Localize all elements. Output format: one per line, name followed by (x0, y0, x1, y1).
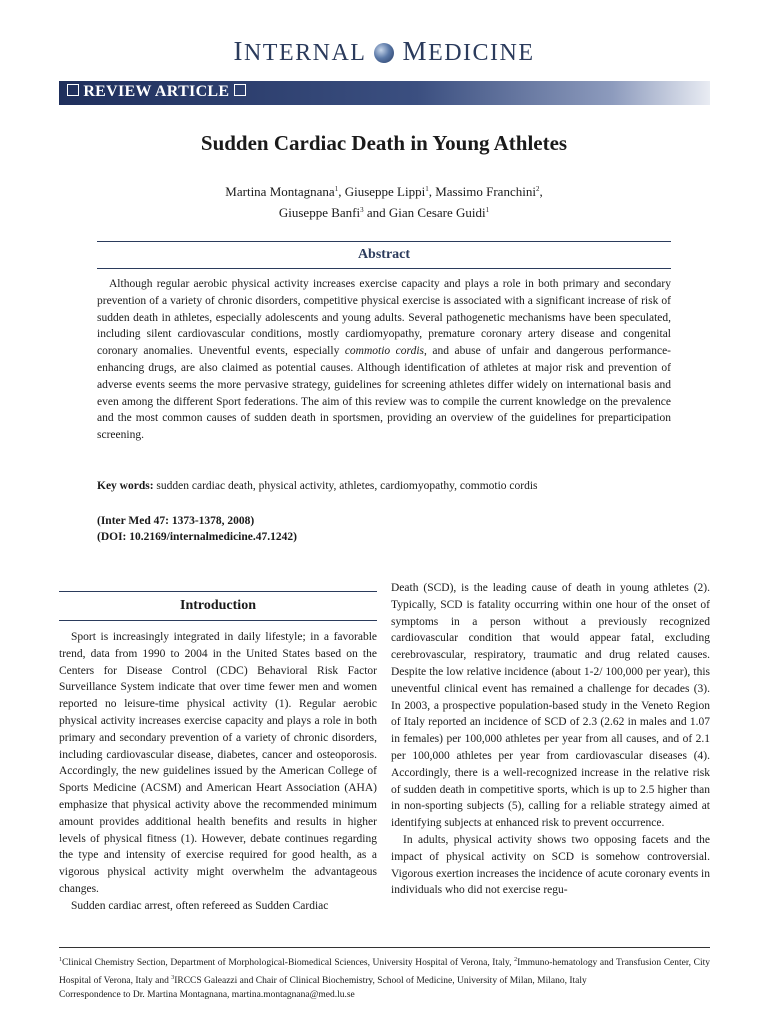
author-name: Giuseppe Banfi (278, 205, 361, 220)
paragraph-continuation: Death (SCD), is the leading cause of death in young athletes (2). Typically, SCD is fatality occurring within one hour of the onset of symptoms in a person without a previously recognized cardiovascular condition that would appear fatal, excluding cerebrovascular, respiratory, traumatic and drug related causes. Despite the low relative incidence (about 1-2/ 100,000 per year), this uneventful clinical event has remained a challenge for decades (3). In 2003, a prospective population-based study in the Veneto Region of Italy reported an incidence of SCD of 2.3 (2.62 in males and 1.07 in females) per 100,000 athletes per year from all causes, and of 2.1 per 100,000 athletes per year from cardiovascular diseases (4). Accordingly, there is a well-recognized increase in the relative risk of sudden death in competitive sports, which is up to 2.5 higher than in non-sporting subjects (5), calling for a reliable strategy aimed at identifying subjects at enhanced risk to prevent occurrence. (391, 582, 710, 830)
journal-globe-logo-icon (374, 43, 394, 63)
abstract-text-part-1: Although regular aerobic physical activity increases exercise capacity and plays a role in both primary and secondary prevention of a variety of chronic disorders, competitive physical exercise is associated with a significant increase of risk of sudden death in athletes, especially adolescents and young adults. Several pathogenetic mechanisms have been speculated, including silent cardiovascular conditions, mostly cardiomyopathy, premature coronary artery disease and congenital coronary anomalies. Uneventful events, especially (97, 278, 671, 358)
right-column (391, 580, 710, 899)
journal-name-initial-1: I (233, 36, 244, 66)
square-bullet-icon (234, 84, 246, 96)
author-name: Massimo Franchini (435, 184, 536, 199)
paragraph: Sudden cardiac arrest, often refereed as Sudden Cardiac (71, 899, 329, 912)
author-name: Giuseppe Lippi (344, 184, 426, 199)
article-title: Sudden Cardiac Death in Young Athletes (200, 131, 568, 155)
author-name: Martina Montagnana (225, 184, 335, 199)
abstract-body (97, 276, 671, 444)
banner-label-wrap (67, 83, 246, 101)
journal-masthead (0, 36, 768, 67)
author-conjunction: and (363, 205, 389, 220)
affiliation-1: Clinical Chemistry Section, Department of Morphological-Biomedical Sciences, University Hospital of Verona, Italy, (62, 958, 515, 968)
author-affiliation-mark: 2 (535, 185, 540, 193)
footnote-mark: 2 (514, 957, 518, 963)
author-affiliation-mark: 1 (334, 185, 339, 193)
paragraph: In adults, physical activity shows two opposing facets and the impact of physical activity on SCD is somehow controversial. Vigorous exertion increases the incidence of acute coronary events in individuals who did not exercise regu- (391, 833, 710, 897)
article-type-banner (59, 81, 710, 105)
abstract-text-part-2: , and abuse of unfair and dangerous performance-enhancing drugs, are also claimed as potential causes. Although identification of athletes at major risk and prevention of adverse events seems the more pervasive strategy, guidelines for screening athletes differ widely on international basis and even among the different Sport federations. The aim of this review was to compile the current knowledge on the prevalence and the most common causes of sudden death in sportsmen, providing an overview of the guidelines for preparticipation screening. (97, 345, 671, 442)
citation-reference: (Inter Med 47: 1373-1378, 2008) (97, 515, 255, 527)
author-name: Gian Cesare Guidi (388, 205, 486, 220)
author-affiliation-mark: 1 (485, 206, 490, 214)
citation-doi: (DOI: 10.2169/internalmedicine.47.1242) (97, 531, 297, 543)
footnotes (59, 953, 710, 1003)
author-separator: , (428, 184, 436, 199)
footnote-mark: 3 (171, 974, 175, 981)
keywords (97, 480, 671, 492)
keywords-label: Key words: (97, 480, 154, 492)
citation-block (97, 513, 297, 545)
correspondence: Correspondence to Dr. Martina Montagnana, martina.montagnana@med.lu.se (59, 990, 355, 1000)
footnote-divider (59, 947, 710, 948)
author-affiliation-mark: 3 (360, 206, 364, 214)
square-bullet-icon (67, 84, 79, 96)
author-list: Martina Montagnana$^1$, Giuseppe Lippi$^1$, Massimo Franchini$^2$, Giuseppe Banfi$^3$ and Gian Cesare Guidi$^1$ (225, 184, 543, 220)
keywords-text: sudden cardiac death, physical activity, athletes, cardiomyopathy, commotio cordis (153, 480, 538, 492)
footnote-mark: 1 (59, 957, 62, 963)
introduction-heading: Introduction (59, 591, 377, 621)
journal-name-rest-1: NTERNAL (243, 40, 366, 66)
abstract-heading: Abstract (97, 241, 671, 269)
article-type-label: REVIEW ARTICLE (83, 83, 230, 100)
abstract-text-italic: commotio cordis (344, 345, 425, 358)
journal-name-initial-2: M (402, 36, 429, 66)
journal-name-rest-2: EDICINE (428, 40, 535, 66)
left-column (59, 629, 377, 915)
affiliation-2: Immuno-hematology and Transfusion Center, City Hospital of Verona, Italy and (59, 958, 711, 986)
paragraph: Sport is increasingly integrated in daily lifestyle; in a favorable trend, data from 1990 to 2004 in the United States based on the Centers for Disease Control (CDC) Behavioral Risk Factor Surveillance System indicate that over time fewer men and women reported no leisure-time physical activity (1). Regular aerobic physical activity increases exercise capacity and plays a role in both primary and secondary prevention of a variety of chronic disorders, including cardiovascular disease, diabetes, cancer and osteoporosis. Accordingly, the new guidelines issued by the American College of Sports Medicine (ACSM) and American Heart Association (AHA) emphasize that physical activity above the recommended minimum amount provides additional health benefits and results in higher levels of physical fitness (1). However, debate continues regarding the type and intensity of exercise required for good health, as a vigorous physical activity might overwhelm the advantageous changes. (59, 631, 377, 895)
affiliation-3: IRCCS Galeazzi and Chair of Clinical Biochemistry, School of Medicine, University of Milan, Milano, Italy (174, 975, 587, 986)
author-affiliation-mark: 1 (425, 185, 429, 193)
author-separator: , (338, 184, 345, 199)
